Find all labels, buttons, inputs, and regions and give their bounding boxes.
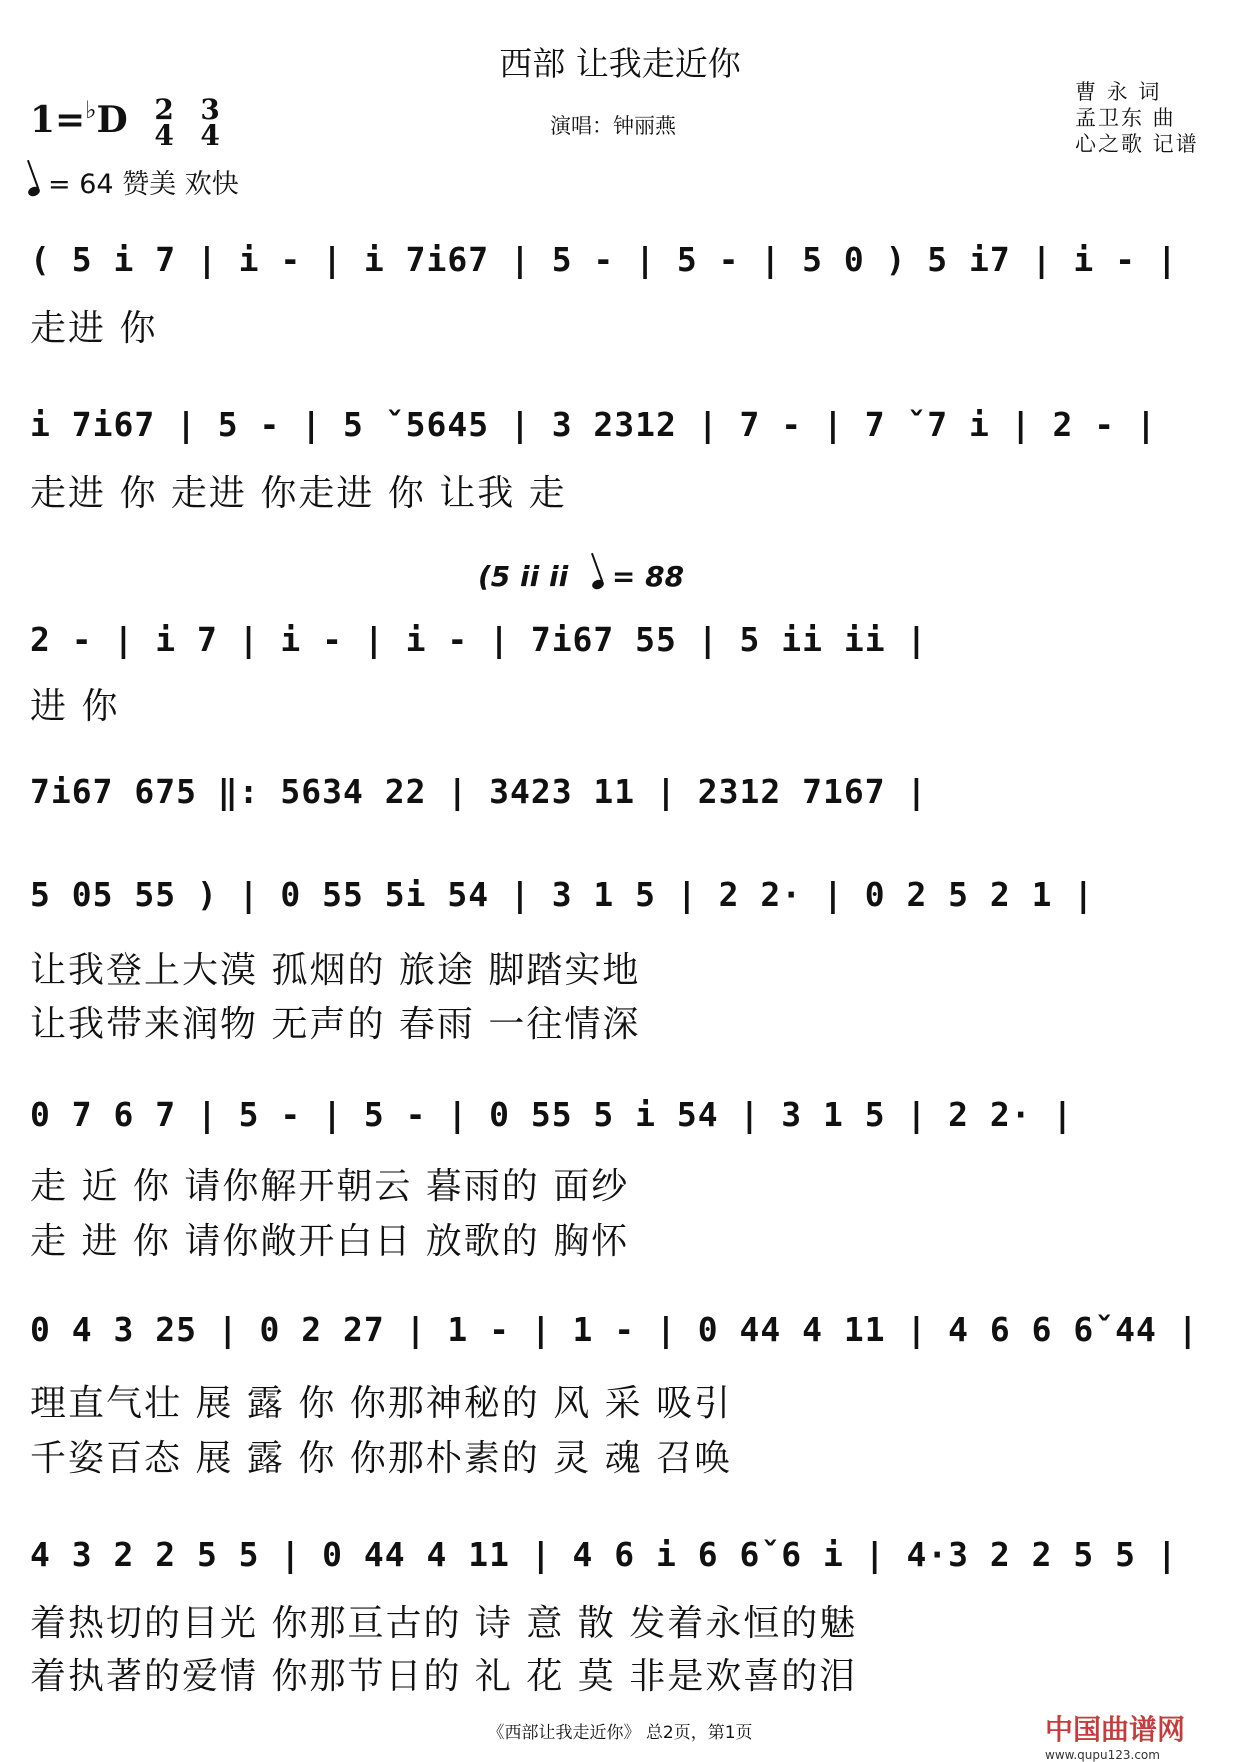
quarter-note-icon	[591, 578, 605, 591]
lyricist-credit: 曹 永 词	[1075, 80, 1162, 104]
inset-notes: (5 ii ii	[478, 560, 569, 593]
transcriber-credit: 心之歌 记谱	[1075, 132, 1199, 156]
lyric-row-5-verse-1: 让我登上大漠 孤烟的 旅途 脚踏实地	[30, 950, 641, 991]
lyric-row-5-verse-2: 让我带来润物 无声的 春雨 一往情深	[30, 1004, 641, 1045]
logo-text: 中国曲谱网	[1045, 1713, 1186, 1746]
time-signature-2: 3 4	[200, 93, 220, 152]
composer-credit: 孟卫东 曲	[1075, 106, 1176, 130]
lyric-row-8-verse-2: 着执著的爱情 你那节日的 礼 花 莫 非是欢喜的泪	[30, 1656, 858, 1697]
flat-sign: ♭	[85, 96, 97, 124]
lyric-row-3-verse-1: 进 你	[30, 686, 120, 727]
lyric-row-1-verse-1: 走进 你	[30, 308, 158, 349]
staff-row-7: 0 4 3 25 | 0 2 27 | 1 - | 1 - | 0 44 4 11 | 4 6 6 6ˇ44 |	[30, 1310, 1199, 1349]
staff-row-2: i 7i67 | 5 - | 5 ˇ5645 | 3 2312 | 7 - | 7 ˇ7 i | 2 - |	[30, 405, 1157, 444]
song-title: 西部 让我走近你	[499, 44, 741, 83]
key-note: D	[96, 99, 128, 141]
staff-row-6: 0 7 6 7 | 5 - | 5 - | 0 55 5 i 54 | 3 1 5 | 2 2· |	[30, 1095, 1074, 1134]
logo-url: www.qupu123.com	[1045, 1748, 1160, 1762]
lyric-row-7-verse-1: 理直气壮 展 露 你 你那神秘的 风 采 吸引	[30, 1383, 733, 1424]
staff-row-5: 5 05 55 ) | 0 55 5i 54 | 3 1 5 | 2 2· | 0 2 5 2 1 |	[30, 875, 1095, 914]
inset-tempo: = 88	[611, 560, 685, 593]
lyric-row-6-verse-2: 走 进 你 请你敞开白日 放歌的 胸怀	[30, 1221, 630, 1262]
lyric-row-6-verse-1: 走 近 你 请你解开朝云 暮雨的 面纱	[30, 1166, 630, 1207]
lyric-row-7-verse-2: 千姿百态 展 露 你 你那朴素的 灵 魂 召唤	[30, 1438, 733, 1479]
quarter-note-icon	[27, 185, 41, 198]
key-prefix: 1=	[30, 99, 86, 141]
staff-row-3: 2 - | i 7 | i - | i - | 7i67 55 | 5 ii ii |	[30, 620, 928, 659]
inset-phrase	[478, 560, 684, 593]
tempo-marking: = 64 赞美 欢快	[28, 162, 239, 201]
key-signature	[30, 93, 220, 152]
staff-row-1: ( 5 i 7 | i - | i 7i67 | 5 - | 5 - | 5 0 ) 5 i7 | i - |	[30, 240, 1178, 279]
staff-row-4: 7i67 675 ‖: 5634 22 | 3423 11 | 2312 7167 |	[30, 772, 928, 811]
lyric-row-2-verse-1: 走进 你 走进 你走进 你 让我 走	[30, 473, 567, 514]
singer-credit: 演唱：钟丽燕	[550, 114, 676, 138]
staff-row-8: 4 3 2 2 5 5 | 0 44 4 11 | 4 6 i 6 6ˇ6 i | 4·3 2 2 5 5 |	[30, 1535, 1178, 1574]
page-footer: 《西部让我走近你》 总2页，第1页	[487, 1723, 753, 1743]
lyric-row-8-verse-1: 着热切的目光 你那亘古的 诗 意 散 发着永恒的魅	[30, 1603, 858, 1644]
time-signature-1: 2 4	[154, 93, 174, 152]
